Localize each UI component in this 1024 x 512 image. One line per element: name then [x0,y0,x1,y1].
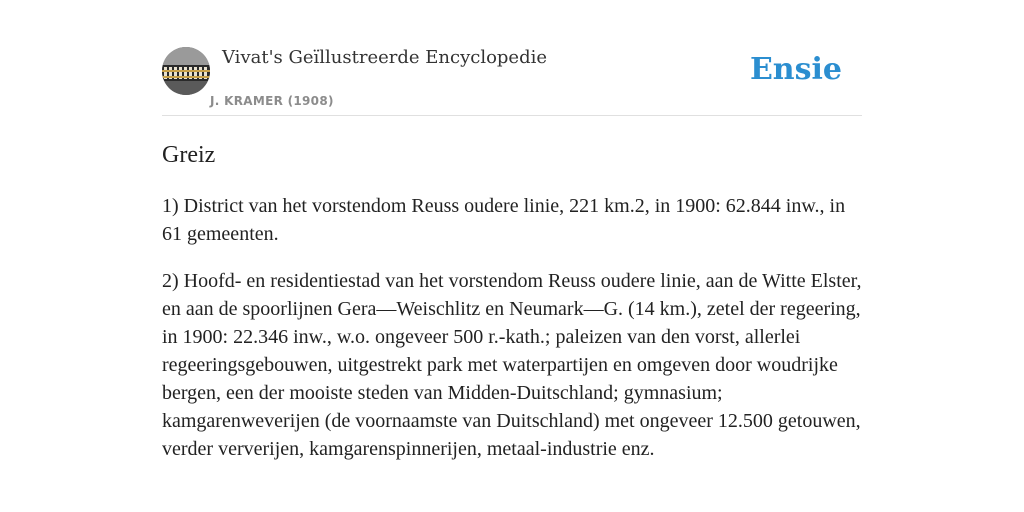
page [162,0,862,460]
source-author: J. KRAMER (1908) [210,94,334,108]
brand-logo[interactable]: Ensie [749,52,842,87]
entry-paragraph: 2) Hoofd- en residentiestad van het vorstendom Reuss oudere linie, aan de Witte Elster, en aan de spoorlijnen Gera—Weischlitz en Neumark—G. (14 km.), zetel der regeering, in 1900: 22.346 inw., w.o. ongeveer 500 r.-kath.; paleizen van den vorst, allerlei regeeringsgebouwen, uitgestrekt park met waterpartijen en omgeven door woudrijke bergen, een der mooiste steden van Midden-Duitschland; gymnasium; kamgarenweverijen (de voornaamste van Duitschland) met ongeveer 12.500 getouwen, verder ververijen, kamgarenspinnerijen, metaal-industrie enz. [162,270,862,460]
entry-title: Greiz [162,142,216,168]
entry-body [162,192,862,482]
source-title[interactable]: Vivat's Geïllustreerde Encyclopedie [222,47,548,68]
entry-paragraph: 1) District van het vorstendom Reuss oudere linie, 221 km.2, in 1900: 62.844 inw., in 61 gemeenten. [162,195,846,245]
source-header [162,0,862,116]
book-spines-icon[interactable] [162,47,210,95]
